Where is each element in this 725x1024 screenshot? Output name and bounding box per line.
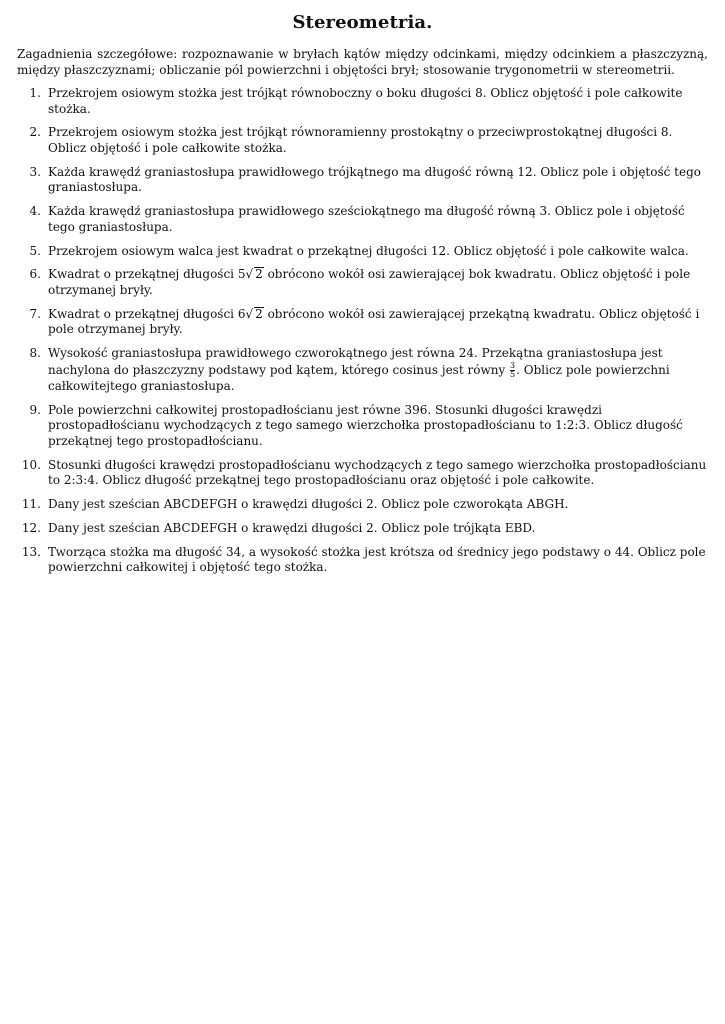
problem-text: Pole powierzchni całkowitej prostopadłościanu jest równe 396. Stosunki długości krawędzi prostopadłościanu wychodzących z tego samego wierzchołka prostopadłościanu to 1:2:3. Oblicz długość przekątnej tego prostopadłościanu.	[48, 402, 683, 448]
problem-text-before: Wysokość graniastosłupa prawidłowego czworokątnego jest równa 24. Przekątna graniastosłupa jest nachylona do płaszczyzny podstawy pod kątem, którego cosinus jest równy	[48, 346, 663, 377]
radicand: 2	[255, 267, 263, 282]
problem-text: Dany jest sześcian ABCDEFGH o krawędzi długości 2. Oblicz pole czworokąta ABGH.	[48, 496, 569, 511]
problem-number: 9.	[29, 402, 41, 417]
problem-text: Przekrojem osiowym stożka jest trójkąt równoramienny prostokątny o przeciwprostokątnej długości 8. Oblicz objętość i pole całkowite stożka.	[48, 125, 673, 155]
square-root: √ 2	[245, 306, 263, 321]
problem-number: 10.	[21, 457, 41, 472]
page-title: Stereometria.	[292, 12, 433, 33]
problem-number: 7.	[29, 306, 41, 321]
problem-text-before: Kwadrat o przekątnej długości 6	[48, 306, 246, 321]
problem-item	[17, 165, 708, 196]
problem-number: 6.	[29, 267, 41, 282]
problem-number: 2.	[29, 125, 41, 140]
problem-item	[17, 267, 708, 298]
intro-paragraph: Zagadnienia szczegółowe: rozpoznawanie w bryłach kątów między odcinkami, między odcinkiem a płaszczyzną, między płaszczyznami; obliczanie pól powierzchni i objętości brył; stosowanie trygonometrii w stereometrii.	[17, 47, 708, 77]
square-root: √ 2	[245, 267, 263, 282]
radicand: 2	[255, 306, 263, 321]
problem-text: Dany jest sześcian ABCDEFGH o krawędzi długości 2. Oblicz pole trójkąta EBD.	[48, 520, 536, 535]
problem-item	[17, 307, 708, 338]
problem-number: 3.	[29, 164, 41, 179]
problem-number: 11.	[21, 496, 41, 511]
fraction-numerator: 3	[510, 360, 516, 370]
problem-number: 5.	[29, 243, 41, 258]
fraction-denominator: 5	[510, 369, 516, 379]
problem-number: 1.	[29, 86, 41, 100]
problem-text: Każda krawędź graniastosłupa prawidłowego trójkątnego ma długość równą 12. Oblicz pole i objętość tego graniastosłupa.	[48, 164, 701, 195]
problem-item	[17, 86, 708, 117]
problem-item	[17, 244, 708, 260]
fraction	[510, 362, 515, 379]
problem-text: Przekrojem osiowym walca jest kwadrat o przekątnej długości 12. Oblicz objętość i pole całkowite walca.	[48, 243, 689, 258]
problem-number: 13.	[21, 544, 41, 559]
problem-item	[17, 458, 708, 489]
problem-text-after: obrócono wokół osi zawierającej bok kwadratu. Oblicz objętość i pole otrzymanej bryły.	[48, 267, 691, 297]
problem-text: Przekrojem osiowym stożka jest trójkąt równoboczny o boku długości 8. Oblicz objętość i pole całkowite stożka.	[48, 86, 683, 116]
problem-text-after: obrócono wokół osi zawierającej przekątną kwadratu. Oblicz objętość i pole otrzymanej bryły.	[48, 306, 700, 337]
problem-item	[17, 545, 708, 576]
problem-item	[17, 125, 708, 156]
problem-item	[17, 497, 708, 513]
problem-number: 12.	[21, 520, 41, 535]
problem-item	[17, 346, 708, 394]
problem-text: Stosunki długości krawędzi prostopadłościanu wychodzących z tego samego wierzchołka prostopadłościanu to 2:3:4. Oblicz długość przekątnej tego prostopadłościanu oraz objętość i pole całkowite.	[48, 457, 707, 488]
problem-text: Każda krawędź graniastosłupa prawidłowego sześciokątnego ma długość równą 3. Oblicz pole i objętość tego graniastosłupa.	[48, 204, 685, 234]
problem-item	[17, 521, 708, 537]
problem-text-after: . Oblicz pole powierzchni całkowitejtego graniastosłupa.	[48, 362, 670, 393]
problem-number: 8.	[29, 346, 41, 361]
problem-item	[17, 403, 708, 450]
problem-text-before: Kwadrat o przekątnej długości 5	[48, 267, 246, 282]
problem-list	[17, 86, 708, 576]
problem-item	[17, 204, 708, 235]
problem-text: Tworząca stożka ma długość 34, a wysokość stożka jest krótsza od średnicy jego podstawy o 44. Oblicz pole powierzchni całkowitej i objętość tego stożka.	[48, 544, 706, 575]
problem-number: 4.	[29, 204, 41, 219]
